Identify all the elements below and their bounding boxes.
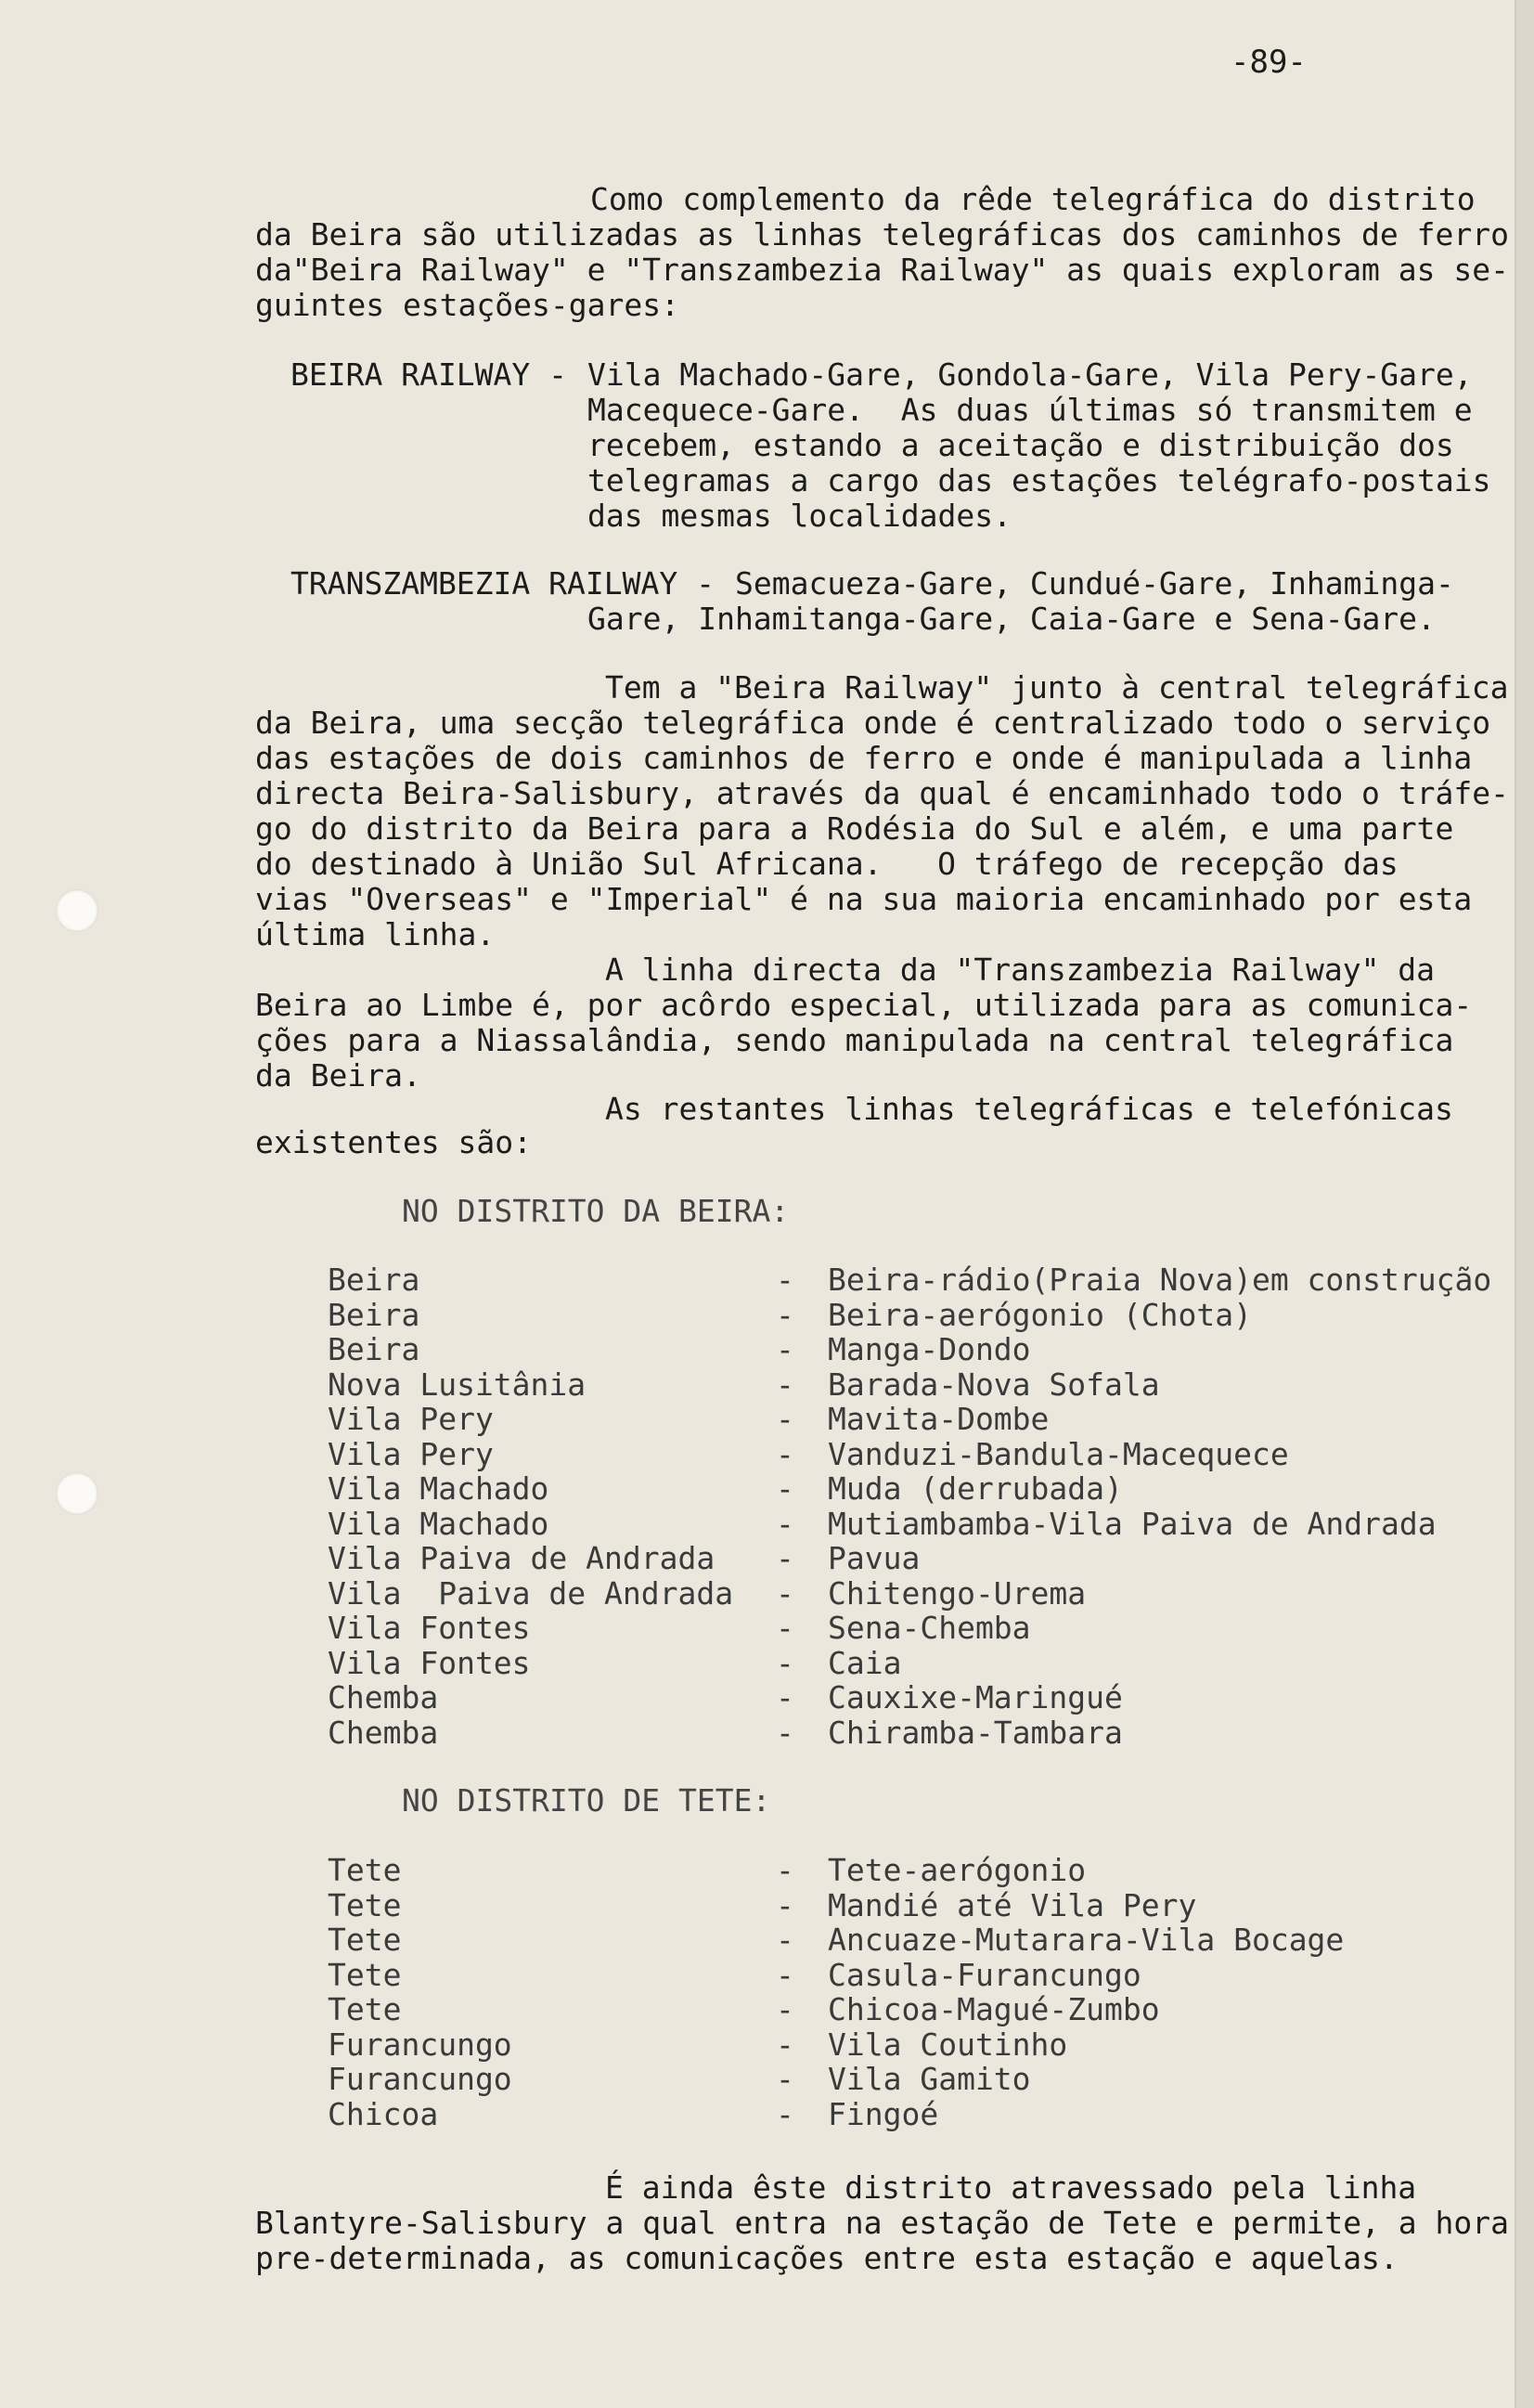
beira-district-heading: NO DISTRITO DA BEIRA: <box>402 1193 790 1229</box>
station-from: Tete <box>328 1852 402 1888</box>
station-from: Tete <box>328 1991 402 2027</box>
dash-separator: - <box>776 1922 794 1958</box>
page-edge <box>1516 0 1534 2408</box>
station-to: Cauxixe-Maringué <box>828 1679 1123 1715</box>
punch-hole <box>56 1472 98 1515</box>
dash-separator: - <box>776 2026 794 2063</box>
station-to: Vila Coutinho <box>828 2026 1068 2063</box>
text-line: go do distrito da Beira para a Rodésia do Sul e além, e uma parte <box>255 810 1454 847</box>
dash-separator: - <box>776 1679 794 1715</box>
station-from: Chicoa <box>328 2095 439 2132</box>
dash-separator: - <box>776 1886 794 1923</box>
text-line: das estações de dois caminhos de ferro e onde é manipulada a linha <box>255 740 1473 776</box>
text-line: da Beira. <box>255 1057 421 1094</box>
text-line: Como complemento da rêde telegráfica do distrito <box>590 181 1476 217</box>
station-to: Barada-Nova Sofala <box>828 1366 1160 1403</box>
dash-separator: - <box>776 1401 794 1437</box>
text-line: Macequece-Gare. As duas últimas só transmitem e <box>587 392 1473 428</box>
text-line: da Beira, uma secção telegráfica onde é centralizado todo o serviço <box>255 705 1491 741</box>
dash-separator: - <box>776 1366 794 1403</box>
station-to: Beira-rádio(Praia Nova)em construção <box>828 1262 1492 1298</box>
station-to: Muda (derrubada) <box>828 1470 1123 1507</box>
text-line: A linha directa da "Transzambezia Railway" da <box>605 952 1436 988</box>
dash-separator: - <box>776 1505 794 1542</box>
text-line: recebem, estando a aceitação e distribuição dos <box>587 427 1454 463</box>
station-to: Sena-Chemba <box>828 1610 1031 1646</box>
text-line: existentes são: <box>255 1124 533 1160</box>
dash-separator: - <box>776 1262 794 1298</box>
station-from: Furancungo <box>328 2026 512 2063</box>
text-line: telegramas a cargo das estações telégrafo-postais <box>587 462 1491 498</box>
station-to: Vanduzi-Bandula-Macequece <box>828 1435 1289 1472</box>
text-line: Gare, Inhamitanga-Gare, Caia-Gare e Sena-Gare. <box>587 601 1436 637</box>
dash-separator: - <box>776 1435 794 1472</box>
text-line: da"Beira Railway" e "Transzambezia Railway" as quais exploram as se- <box>255 252 1510 288</box>
station-from: Nova Lusitânia <box>328 1366 587 1403</box>
station-to: Mandié até Vila Pery <box>828 1886 1197 1923</box>
dash-separator: - <box>776 1644 794 1681</box>
station-to: Casula-Furancungo <box>828 1956 1141 1993</box>
dash-separator: - <box>776 1574 794 1612</box>
station-from: Vila Machado <box>328 1470 549 1507</box>
dash-separator: - <box>776 1540 794 1576</box>
station-to: Ancuaze-Mutarara-Vila Bocage <box>828 1922 1345 1958</box>
station-to: Pavua <box>828 1540 921 1576</box>
text-line: Semacueza-Gare, Cundué-Gare, Inhaminga- <box>735 565 1454 602</box>
text-line: guintes estações-gares: <box>255 287 679 323</box>
station-from: Vila Paiva de Andrada <box>328 1574 734 1612</box>
station-from: Chemba <box>328 1714 439 1751</box>
station-to: Chicoa-Magué-Zumbo <box>828 1991 1160 2027</box>
punch-hole <box>56 889 98 932</box>
text-line: última linha. <box>255 916 496 952</box>
dash-separator: - <box>776 1991 794 2027</box>
station-from: Tete <box>328 1886 402 1923</box>
dash-separator: - <box>776 1331 794 1367</box>
station-to: Manga-Dondo <box>828 1331 1031 1367</box>
tete-district-heading: NO DISTRITO DE TETE: <box>402 1782 771 1819</box>
station-from: Furancungo <box>328 2061 512 2097</box>
text-line: directa Beira-Salisbury, através da qual é encaminhado todo o tráfe- <box>255 775 1510 811</box>
text-line: As restantes linhas telegráficas e telefónicas <box>605 1091 1453 1127</box>
text-line: do destinado à União Sul Africana. O tráfego de recepção das <box>255 846 1399 882</box>
station-to: Beira-aerógonio (Chota) <box>828 1296 1252 1333</box>
station-to: Mutiambamba-Vila Paiva de Andrada <box>828 1505 1437 1542</box>
station-from: Vila Pery <box>328 1401 494 1437</box>
station-to: Tete-aerógonio <box>828 1852 1087 1888</box>
station-to: Vila Gamito <box>828 2061 1031 2097</box>
text-line: Vila Machado-Gare, Gondola-Gare, Vila Pery-Gare, <box>587 356 1473 393</box>
station-to: Fingoé <box>828 2095 939 2132</box>
station-from: Beira <box>328 1296 420 1333</box>
station-from: Vila Fontes <box>328 1644 531 1681</box>
station-to: Caia <box>828 1644 902 1681</box>
station-from: Tete <box>328 1956 402 1993</box>
text-line: Beira ao Limbe é, por acôrdo especial, utilizada para as comunica- <box>255 987 1473 1023</box>
station-from: Vila Machado <box>328 1505 549 1542</box>
station-from: Chemba <box>328 1679 439 1715</box>
station-from: Vila Paiva de Andrada <box>328 1540 715 1576</box>
text-line: Tem a "Beira Railway" junto à central telegráfica <box>605 669 1509 706</box>
station-to: Chitengo-Urema <box>828 1574 1087 1612</box>
text-line: da Beira são utilizadas as linhas telegráficas dos caminhos de ferro <box>255 216 1510 252</box>
station-from: Beira <box>328 1262 420 1298</box>
text-line: vias "Overseas" e "Imperial" é na sua maioria encaminhado por esta <box>255 881 1473 917</box>
dash-separator: - <box>776 2095 794 2132</box>
station-to: Mavita-Dombe <box>828 1401 1050 1437</box>
transzambezia-railway-label: TRANSZAMBEZIA RAILWAY - <box>290 565 715 602</box>
dash-separator: - <box>776 1610 794 1646</box>
station-to: Chiramba-Tambara <box>828 1714 1123 1751</box>
page-number: -89- <box>1231 44 1307 81</box>
station-from: Tete <box>328 1922 402 1958</box>
dash-separator: - <box>776 1714 794 1751</box>
dash-separator: - <box>776 2061 794 2097</box>
station-from: Vila Pery <box>328 1435 494 1472</box>
beira-railway-label: BEIRA RAILWAY - <box>290 356 568 393</box>
text-line: pre-determinada, as comunicações entre esta estação e aquelas. <box>255 2240 1399 2276</box>
station-from: Beira <box>328 1331 420 1367</box>
text-line: ções para a Niassalândia, sendo manipulada na central telegráfica <box>255 1022 1454 1058</box>
station-from: Vila Fontes <box>328 1610 531 1646</box>
text-line: Blantyre-Salisbury a qual entra na estação de Tete e permite, a hora <box>255 2205 1510 2241</box>
text-line: É ainda êste distrito atravessado pela linha <box>605 2169 1417 2206</box>
dash-separator: - <box>776 1956 794 1993</box>
text-line: das mesmas localidades. <box>587 498 1012 534</box>
dash-separator: - <box>776 1296 794 1333</box>
dash-separator: - <box>776 1470 794 1507</box>
dash-separator: - <box>776 1852 794 1888</box>
